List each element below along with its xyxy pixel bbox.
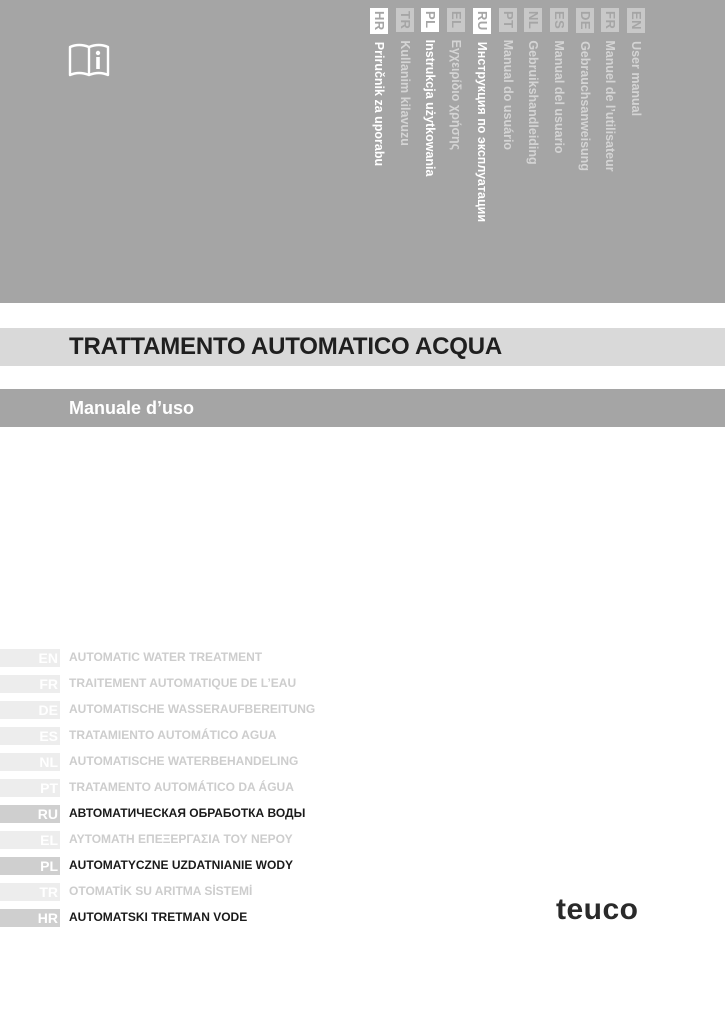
translation-language-code: EL [0, 831, 60, 849]
translation-language-code: TR [0, 883, 60, 901]
header-language-en [627, 8, 645, 288]
translation-language-code: RU [0, 805, 60, 823]
header-language-tr [396, 8, 414, 288]
translation-row-el [0, 830, 400, 856]
header-language-code: NL [524, 8, 542, 32]
translation-title: AUTOMATYCZNE UZDATNIANIE WODY [69, 858, 293, 872]
translation-language-code: NL [0, 753, 60, 771]
translation-row-es [0, 726, 400, 752]
translation-title: TRATAMENTO AUTOMÁTICO DA ÁGUA [69, 780, 294, 794]
document-title: TRATTAMENTO AUTOMATICO ACQUA [69, 333, 503, 360]
header-language-code: ES [550, 8, 568, 32]
header-language-label: Инструкция по эксплуатации [475, 41, 489, 222]
translation-language-code: FR [0, 675, 60, 693]
translated-titles-list [0, 648, 400, 934]
translation-title: TRATAMIENTO AUTOMÁTICO AGUA [69, 728, 277, 742]
header-language-label: Manual do usuário [501, 39, 515, 151]
translation-row-fr [0, 674, 400, 700]
header-language-label: Gebruikshandleiding [526, 40, 540, 165]
header-language-ru [473, 8, 491, 288]
translation-title: OTOMATİK SU ARITMA SİSTEMİ [69, 884, 253, 898]
translation-language-code: PT [0, 779, 60, 797]
header-language-label: Manual del usuario [552, 40, 566, 154]
header-language-label: Kullanim kilavuzu [398, 40, 412, 146]
translation-title: AUTOMATIC WATER TREATMENT [69, 650, 263, 664]
header-language-nl [524, 8, 542, 288]
header-language-label: Priručnik za uporabu [372, 41, 386, 167]
translation-row-ru [0, 804, 400, 830]
translation-title: ΑΥΤΟΜΑΤΗ ΕΠΕΞΕΡΓΑΣΙΑ ΤΟΥ ΝΕΡΟΥ [69, 832, 293, 846]
translation-row-tr [0, 882, 400, 908]
translation-row-pl [0, 856, 400, 882]
document-subtitle: Manuale d’uso [69, 398, 195, 418]
manual-info-icon [68, 42, 110, 78]
translation-language-code: HR [0, 909, 60, 927]
translation-title: AUTOMATSKI TRETMAN VODE [69, 910, 248, 924]
header-language-code: PT [499, 8, 517, 32]
translation-language-code: EN [0, 649, 60, 667]
translation-language-code: PL [0, 857, 60, 875]
translation-row-en [0, 648, 400, 674]
translation-language-code: DE [0, 701, 60, 719]
title-band [0, 328, 725, 366]
header-language-de [576, 8, 594, 288]
header-language-label: Εγχειρίδιο χρήσης [449, 39, 463, 151]
translation-title: АВТОМАТИЧЕСКАЯ ОБРАБОТКА ВОДЫ [69, 806, 306, 820]
header-language-hr [370, 8, 388, 288]
translation-language-code: ES [0, 727, 60, 745]
header-language-label: User manual [629, 41, 643, 117]
translation-row-nl [0, 752, 400, 778]
header-language-fr [601, 8, 619, 288]
header-language-es [550, 8, 568, 288]
translation-row-de [0, 700, 400, 726]
translation-row-hr [0, 908, 400, 934]
header-language-label: Instrukcja użytkowania [423, 39, 437, 177]
header-language-code: TR [396, 8, 414, 32]
header-language-el [447, 8, 465, 288]
header-language-code: FR [601, 8, 619, 32]
header-language-pt [499, 8, 517, 288]
subtitle-band [0, 389, 725, 427]
header-language-code: DE [576, 8, 594, 33]
header-language-label: Gebrauchsanweisung [578, 41, 592, 171]
translation-title: TRAITEMENT AUTOMATIQUE DE L’EAU [69, 676, 297, 690]
header-language-label: Manuel de l’utilisateur [603, 40, 617, 172]
brand-logo: teuco [556, 893, 639, 926]
header-language-code: HR [370, 8, 388, 34]
translation-title: AUTOMATISCHE WASSERAUFBEREITUNG [69, 702, 316, 716]
translation-row-pt [0, 778, 400, 804]
translation-title: AUTOMATISCHE WATERBEHANDELING [69, 754, 299, 768]
header-language-code: EL [447, 8, 465, 32]
header-language-code: RU [473, 8, 491, 34]
header-language-code: PL [421, 8, 439, 32]
header-language-code: EN [627, 8, 645, 33]
cover-header-panel [0, 0, 725, 303]
header-language-pl [421, 8, 439, 288]
